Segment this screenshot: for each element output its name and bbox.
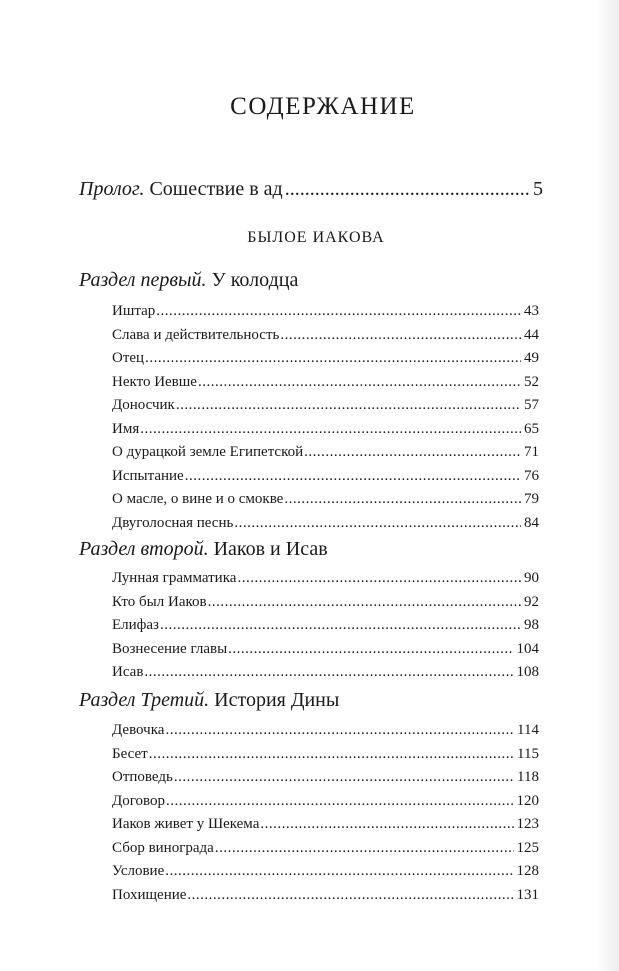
toc-entry xyxy=(112,721,539,745)
entry-title: Отец xyxy=(112,350,145,366)
entry-title: Имя xyxy=(112,420,140,437)
toc-entry xyxy=(112,815,539,839)
entry-title: Лунная грамматика xyxy=(112,570,237,586)
dot-leader xyxy=(215,839,514,857)
section-label: Раздел первый. xyxy=(79,269,207,291)
toc-entry xyxy=(112,886,539,910)
entry-page-number: 114 xyxy=(517,722,539,738)
entry-title: Условие xyxy=(112,863,165,879)
entry-title: Исав xyxy=(112,664,144,680)
entry-page-number: 128 xyxy=(516,863,539,879)
dot-leader xyxy=(280,326,521,344)
entry-page-number: 57 xyxy=(524,397,539,413)
prologue-label: Пролог. xyxy=(79,178,145,200)
page-edge-shadow xyxy=(597,0,619,971)
toc-entry xyxy=(112,326,539,350)
entry-page-number: 108 xyxy=(516,664,539,680)
dot-leader xyxy=(187,886,513,904)
entry-title: Елифаз xyxy=(112,617,159,633)
dot-leader xyxy=(228,640,513,658)
toc-entry-prologue xyxy=(79,177,543,201)
section-heading xyxy=(79,537,328,561)
toc-entry xyxy=(112,616,539,640)
toc-entry xyxy=(112,593,539,617)
entry-page-number: 49 xyxy=(524,350,539,366)
entry-title: Отповедь xyxy=(112,769,173,785)
dot-leader xyxy=(234,514,521,532)
dot-leader xyxy=(165,862,513,880)
dot-leader xyxy=(149,745,514,763)
section-label: Раздел Третий. xyxy=(79,689,210,711)
entry-title: Иштар xyxy=(112,303,156,319)
dot-leader xyxy=(285,177,531,201)
dot-leader xyxy=(185,467,521,485)
entry-page-number: 84 xyxy=(524,514,539,531)
entry-page-number: 98 xyxy=(524,617,539,633)
toc-entry xyxy=(112,663,539,687)
toc-entry xyxy=(112,467,539,491)
entry-page-number: 44 xyxy=(524,326,539,343)
toc-entry xyxy=(112,640,539,664)
toc-entry xyxy=(112,839,539,863)
toc-entry xyxy=(112,569,539,593)
entry-page-number: 71 xyxy=(524,444,539,460)
part-title: БЫЛОЕ ИАКОВА xyxy=(247,229,385,246)
toc-entry xyxy=(112,349,539,373)
entry-title: Сбор винограда xyxy=(112,839,214,856)
entry-title: О дурацкой земле Египетской xyxy=(112,444,304,460)
entry-page-number: 65 xyxy=(524,420,539,437)
dot-leader xyxy=(140,420,521,438)
entry-page-number: 52 xyxy=(524,373,539,390)
dot-leader xyxy=(237,569,521,587)
entry-page-number: 120 xyxy=(516,792,539,809)
entry-page-number: 118 xyxy=(517,769,539,785)
entry-page-number: 123 xyxy=(516,816,539,832)
entry-title: Кто был Иаков xyxy=(112,593,207,610)
section-heading xyxy=(79,268,298,292)
section-title: У колодца xyxy=(211,269,299,291)
entry-title: Некто Иевше xyxy=(112,373,197,390)
toc-entry xyxy=(112,745,539,769)
toc-entry xyxy=(112,862,539,886)
dot-leader xyxy=(166,792,514,810)
toc-entry xyxy=(112,514,539,538)
entry-page-number: 79 xyxy=(524,491,539,507)
toc-entry xyxy=(112,768,539,792)
entry-page-number: 115 xyxy=(517,745,539,762)
dot-leader xyxy=(176,396,521,414)
entry-page-number: 92 xyxy=(524,593,539,610)
dot-leader xyxy=(145,349,521,367)
entry-title: Вознесение главы xyxy=(112,640,228,657)
dot-leader xyxy=(304,443,521,461)
entry-title: Доносчик xyxy=(112,397,175,413)
dot-leader xyxy=(156,302,521,320)
toc-entry xyxy=(112,302,539,326)
toc-entry xyxy=(112,792,539,816)
entry-title: О масле, о вине и о смокве xyxy=(112,491,284,507)
entry-title: Двуголосная песнь xyxy=(112,514,234,531)
entry-title: Испытание xyxy=(112,467,184,484)
prologue-page-number: 5 xyxy=(533,178,543,200)
entry-title: Девочка xyxy=(112,722,165,738)
dot-leader xyxy=(165,721,514,739)
section-entries xyxy=(112,569,539,687)
page-title: СОДЕРЖАНИЕ xyxy=(230,93,416,120)
section-label: Раздел второй. xyxy=(79,538,209,560)
section-entries xyxy=(112,302,539,537)
entry-page-number: 125 xyxy=(516,839,539,856)
entry-page-number: 90 xyxy=(524,570,539,586)
toc-entry xyxy=(112,490,539,514)
entry-page-number: 104 xyxy=(516,640,539,657)
dot-leader xyxy=(208,593,521,611)
toc-entry xyxy=(112,396,539,420)
dot-leader xyxy=(260,815,513,833)
entry-title: Похищение xyxy=(112,886,187,903)
entry-title: Слава и действительность xyxy=(112,326,280,343)
dot-leader xyxy=(198,373,521,391)
toc-entry xyxy=(112,420,539,444)
section-entries xyxy=(112,721,539,909)
section-title: Иаков и Исав xyxy=(213,538,328,560)
toc-entry xyxy=(112,373,539,397)
dot-leader xyxy=(144,663,513,681)
entry-title: Договор xyxy=(112,792,165,809)
dot-leader xyxy=(160,616,521,634)
entry-page-number: 131 xyxy=(516,886,539,903)
dot-leader xyxy=(174,768,514,786)
prologue-title: Сошествие в ад xyxy=(149,178,283,200)
entry-title: Иаков живет у Шекема xyxy=(112,816,260,832)
dot-leader xyxy=(284,490,521,508)
section-heading xyxy=(79,688,339,712)
entry-title: Бесет xyxy=(112,745,148,762)
entry-page-number: 43 xyxy=(524,303,539,319)
entry-page-number: 76 xyxy=(524,467,539,484)
section-title: История Дины xyxy=(214,689,340,711)
toc-entry xyxy=(112,443,539,467)
